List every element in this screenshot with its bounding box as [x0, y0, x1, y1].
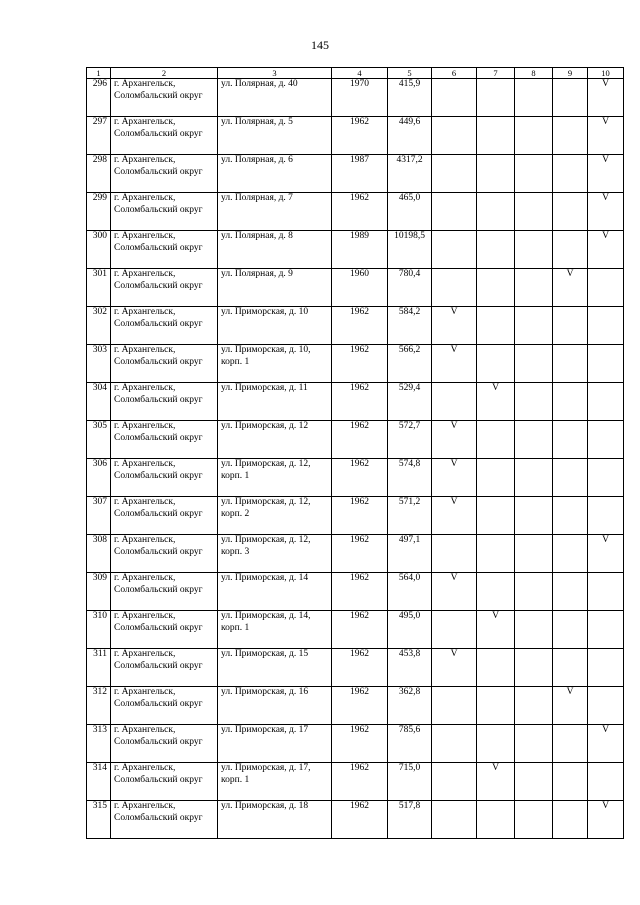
- col10-mark: [588, 649, 624, 687]
- col6-mark: [432, 79, 477, 117]
- col10-mark: [588, 421, 624, 459]
- area-cell: 785,6: [388, 725, 432, 763]
- table-row: [87, 459, 624, 497]
- col10-mark: [588, 345, 624, 383]
- col10-mark: V: [588, 155, 624, 193]
- column-header-5: 5: [388, 68, 432, 79]
- col6-mark: [432, 269, 477, 307]
- area-cell: 453,8: [388, 649, 432, 687]
- col10-mark: V: [588, 801, 624, 839]
- area-cell: 715,0: [388, 763, 432, 801]
- row-number: 307: [87, 497, 111, 535]
- col7-mark: [477, 117, 515, 155]
- col9-mark: [553, 535, 588, 573]
- col10-mark: [588, 269, 624, 307]
- address-cell: ул. Полярная, д. 40: [218, 79, 332, 117]
- row-number: 310: [87, 611, 111, 649]
- row-number: 299: [87, 193, 111, 231]
- col8-mark: [515, 345, 553, 383]
- year-cell: 1962: [332, 573, 388, 611]
- row-number: 311: [87, 649, 111, 687]
- table-row: [87, 307, 624, 345]
- col9-mark: [553, 421, 588, 459]
- col7-mark: [477, 535, 515, 573]
- col7-mark: [477, 573, 515, 611]
- col6-mark: V: [432, 573, 477, 611]
- year-cell: 1960: [332, 269, 388, 307]
- col7-mark: [477, 497, 515, 535]
- col8-mark: [515, 155, 553, 193]
- col8-mark: [515, 383, 553, 421]
- year-cell: 1987: [332, 155, 388, 193]
- table-row: [87, 611, 624, 649]
- col9-mark: [553, 79, 588, 117]
- locality-cell: г. Архангельск, Соломбальский округ: [111, 649, 218, 687]
- col6-mark: V: [432, 307, 477, 345]
- col7-mark: V: [477, 383, 515, 421]
- address-cell: ул. Приморская, д. 10, корп. 1: [218, 345, 332, 383]
- row-number: 304: [87, 383, 111, 421]
- col9-mark: [553, 155, 588, 193]
- column-header-10: 10: [588, 68, 624, 79]
- col9-mark: [553, 117, 588, 155]
- area-cell: 566,2: [388, 345, 432, 383]
- table-row: [87, 573, 624, 611]
- year-cell: 1962: [332, 345, 388, 383]
- col9-mark: [553, 383, 588, 421]
- year-cell: 1962: [332, 421, 388, 459]
- year-cell: 1962: [332, 725, 388, 763]
- col9-mark: [553, 307, 588, 345]
- col9-mark: [553, 231, 588, 269]
- table-row: [87, 117, 624, 155]
- address-cell: ул. Приморская, д. 17: [218, 725, 332, 763]
- year-cell: 1970: [332, 79, 388, 117]
- table-row: [87, 79, 624, 117]
- col8-mark: [515, 269, 553, 307]
- column-header-1: 1: [87, 68, 111, 79]
- row-number: 309: [87, 573, 111, 611]
- col7-mark: [477, 649, 515, 687]
- table-row: [87, 345, 624, 383]
- locality-cell: г. Архангельск, Соломбальский округ: [111, 725, 218, 763]
- col6-mark: [432, 383, 477, 421]
- locality-cell: г. Архангельск, Соломбальский округ: [111, 611, 218, 649]
- col10-mark: [588, 307, 624, 345]
- locality-cell: г. Архангельск, Соломбальский округ: [111, 687, 218, 725]
- area-cell: 564,0: [388, 573, 432, 611]
- col7-mark: [477, 307, 515, 345]
- locality-cell: г. Архангельск, Соломбальский округ: [111, 497, 218, 535]
- col7-mark: [477, 687, 515, 725]
- column-header-2: 2: [111, 68, 218, 79]
- locality-cell: г. Архангельск, Соломбальский округ: [111, 117, 218, 155]
- table-row: [87, 763, 624, 801]
- area-cell: 584,2: [388, 307, 432, 345]
- column-header-3: 3: [218, 68, 332, 79]
- col7-mark: [477, 193, 515, 231]
- col10-mark: [588, 687, 624, 725]
- area-cell: 495,0: [388, 611, 432, 649]
- year-cell: 1962: [332, 687, 388, 725]
- address-cell: ул. Приморская, д. 17, корп. 1: [218, 763, 332, 801]
- table-row: [87, 421, 624, 459]
- col8-mark: [515, 307, 553, 345]
- col10-mark: [588, 459, 624, 497]
- area-cell: 362,8: [388, 687, 432, 725]
- col10-mark: [588, 573, 624, 611]
- col7-mark: V: [477, 611, 515, 649]
- year-cell: 1962: [332, 459, 388, 497]
- locality-cell: г. Архангельск, Соломбальский округ: [111, 459, 218, 497]
- locality-cell: г. Архангельск, Соломбальский округ: [111, 231, 218, 269]
- locality-cell: г. Архангельск, Соломбальский округ: [111, 79, 218, 117]
- locality-cell: г. Архангельск, Соломбальский округ: [111, 801, 218, 839]
- col7-mark: [477, 725, 515, 763]
- locality-cell: г. Архангельск, Соломбальский округ: [111, 155, 218, 193]
- col9-mark: [553, 725, 588, 763]
- column-header-9: 9: [553, 68, 588, 79]
- col6-mark: [432, 725, 477, 763]
- year-cell: 1962: [332, 497, 388, 535]
- row-number: 314: [87, 763, 111, 801]
- row-number: 312: [87, 687, 111, 725]
- year-cell: 1962: [332, 383, 388, 421]
- locality-cell: г. Архангельск, Соломбальский округ: [111, 763, 218, 801]
- col10-mark: V: [588, 231, 624, 269]
- col9-mark: [553, 763, 588, 801]
- year-cell: 1962: [332, 763, 388, 801]
- col6-mark: [432, 687, 477, 725]
- year-cell: 1962: [332, 535, 388, 573]
- address-cell: ул. Приморская, д. 10: [218, 307, 332, 345]
- col7-mark: [477, 155, 515, 193]
- table-row: [87, 535, 624, 573]
- address-cell: ул. Приморская, д. 12, корп. 2: [218, 497, 332, 535]
- row-number: 298: [87, 155, 111, 193]
- col8-mark: [515, 193, 553, 231]
- col6-mark: V: [432, 649, 477, 687]
- area-cell: 10198,5: [388, 231, 432, 269]
- column-header-8: 8: [515, 68, 553, 79]
- area-cell: 497,1: [388, 535, 432, 573]
- area-cell: 529,4: [388, 383, 432, 421]
- table-row: [87, 383, 624, 421]
- table-row: [87, 801, 624, 839]
- col9-mark: [553, 573, 588, 611]
- year-cell: 1962: [332, 307, 388, 345]
- col9-mark: [553, 801, 588, 839]
- col6-mark: [432, 117, 477, 155]
- year-cell: 1962: [332, 193, 388, 231]
- page-number: 145: [311, 38, 329, 52]
- locality-cell: г. Архангельск, Соломбальский округ: [111, 345, 218, 383]
- header-row: [87, 68, 624, 79]
- col6-mark: V: [432, 345, 477, 383]
- area-cell: 780,4: [388, 269, 432, 307]
- col8-mark: [515, 763, 553, 801]
- year-cell: 1962: [332, 117, 388, 155]
- locality-cell: г. Архангельск, Соломбальский округ: [111, 535, 218, 573]
- column-header-4: 4: [332, 68, 388, 79]
- address-cell: ул. Приморская, д. 18: [218, 801, 332, 839]
- table-row: [87, 649, 624, 687]
- col7-mark: [477, 79, 515, 117]
- row-number: 308: [87, 535, 111, 573]
- table-row: [87, 725, 624, 763]
- col10-mark: V: [588, 117, 624, 155]
- col6-mark: [432, 611, 477, 649]
- locality-cell: г. Архангельск, Соломбальский округ: [111, 573, 218, 611]
- col9-mark: [553, 193, 588, 231]
- col6-mark: V: [432, 497, 477, 535]
- address-cell: ул. Полярная, д. 7: [218, 193, 332, 231]
- col10-mark: V: [588, 535, 624, 573]
- row-number: 306: [87, 459, 111, 497]
- row-number: 302: [87, 307, 111, 345]
- col7-mark: V: [477, 763, 515, 801]
- area-cell: 571,2: [388, 497, 432, 535]
- housing-registry-table: [86, 67, 624, 839]
- area-cell: 449,6: [388, 117, 432, 155]
- col9-mark: [553, 611, 588, 649]
- col9-mark: V: [553, 269, 588, 307]
- area-cell: 4317,2: [388, 155, 432, 193]
- col7-mark: [477, 269, 515, 307]
- table-row: [87, 269, 624, 307]
- col8-mark: [515, 573, 553, 611]
- col10-mark: V: [588, 193, 624, 231]
- address-cell: ул. Приморская, д. 14, корп. 1: [218, 611, 332, 649]
- row-number: 305: [87, 421, 111, 459]
- col6-mark: [432, 763, 477, 801]
- col7-mark: [477, 345, 515, 383]
- row-number: 315: [87, 801, 111, 839]
- col10-mark: [588, 763, 624, 801]
- column-header-6: 6: [432, 68, 477, 79]
- col6-mark: [432, 155, 477, 193]
- row-number: 301: [87, 269, 111, 307]
- col8-mark: [515, 421, 553, 459]
- column-header-7: 7: [477, 68, 515, 79]
- address-cell: ул. Приморская, д. 11: [218, 383, 332, 421]
- table-row: [87, 193, 624, 231]
- address-cell: ул. Полярная, д. 8: [218, 231, 332, 269]
- table-row: [87, 687, 624, 725]
- table-row: [87, 497, 624, 535]
- table-body: [87, 79, 624, 839]
- col7-mark: [477, 231, 515, 269]
- area-cell: 465,0: [388, 193, 432, 231]
- row-number: 296: [87, 79, 111, 117]
- col7-mark: [477, 459, 515, 497]
- col8-mark: [515, 725, 553, 763]
- locality-cell: г. Архангельск, Соломбальский округ: [111, 421, 218, 459]
- address-cell: ул. Приморская, д. 16: [218, 687, 332, 725]
- col10-mark: [588, 497, 624, 535]
- col10-mark: V: [588, 725, 624, 763]
- col8-mark: [515, 801, 553, 839]
- col9-mark: [553, 459, 588, 497]
- col10-mark: [588, 611, 624, 649]
- col6-mark: [432, 193, 477, 231]
- col7-mark: [477, 801, 515, 839]
- year-cell: 1989: [332, 231, 388, 269]
- locality-cell: г. Архангельск, Соломбальский округ: [111, 269, 218, 307]
- address-cell: ул. Приморская, д. 12: [218, 421, 332, 459]
- col10-mark: V: [588, 79, 624, 117]
- address-cell: ул. Приморская, д. 14: [218, 573, 332, 611]
- col9-mark: V: [553, 687, 588, 725]
- area-cell: 415,9: [388, 79, 432, 117]
- col9-mark: [553, 345, 588, 383]
- address-cell: ул. Приморская, д. 12, корп. 1: [218, 459, 332, 497]
- col8-mark: [515, 535, 553, 573]
- area-cell: 574,8: [388, 459, 432, 497]
- address-cell: ул. Приморская, д. 12, корп. 3: [218, 535, 332, 573]
- table-row: [87, 231, 624, 269]
- col6-mark: [432, 231, 477, 269]
- col10-mark: [588, 383, 624, 421]
- year-cell: 1962: [332, 611, 388, 649]
- area-cell: 572,7: [388, 421, 432, 459]
- col6-mark: V: [432, 459, 477, 497]
- year-cell: 1962: [332, 649, 388, 687]
- row-number: 313: [87, 725, 111, 763]
- locality-cell: г. Архангельск, Соломбальский округ: [111, 383, 218, 421]
- area-cell: 517,8: [388, 801, 432, 839]
- row-number: 303: [87, 345, 111, 383]
- col7-mark: [477, 421, 515, 459]
- col8-mark: [515, 231, 553, 269]
- address-cell: ул. Приморская, д. 15: [218, 649, 332, 687]
- table-row: [87, 155, 624, 193]
- col6-mark: V: [432, 421, 477, 459]
- row-number: 300: [87, 231, 111, 269]
- address-cell: ул. Полярная, д. 5: [218, 117, 332, 155]
- locality-cell: г. Архангельск, Соломбальский округ: [111, 307, 218, 345]
- col6-mark: [432, 535, 477, 573]
- col8-mark: [515, 459, 553, 497]
- col8-mark: [515, 79, 553, 117]
- col8-mark: [515, 611, 553, 649]
- address-cell: ул. Полярная, д. 6: [218, 155, 332, 193]
- col8-mark: [515, 687, 553, 725]
- col6-mark: [432, 801, 477, 839]
- col9-mark: [553, 649, 588, 687]
- col9-mark: [553, 497, 588, 535]
- year-cell: 1962: [332, 801, 388, 839]
- col8-mark: [515, 497, 553, 535]
- row-number: 297: [87, 117, 111, 155]
- col8-mark: [515, 649, 553, 687]
- address-cell: ул. Полярная, д. 9: [218, 269, 332, 307]
- col8-mark: [515, 117, 553, 155]
- locality-cell: г. Архангельск, Соломбальский округ: [111, 193, 218, 231]
